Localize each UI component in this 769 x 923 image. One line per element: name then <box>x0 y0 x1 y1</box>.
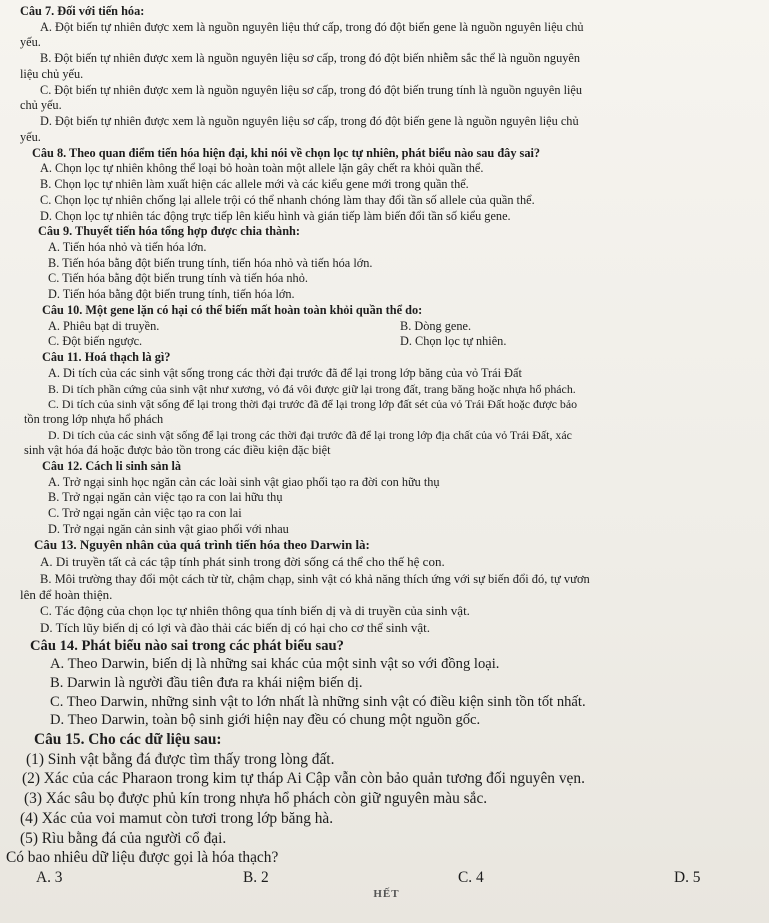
question-12-title: Câu 12. Cách li sinh sản là <box>42 458 182 473</box>
q15-item-5: (5) Rìu bằng đá của người cổ đại. <box>20 829 227 847</box>
q7-option-d-cont: yếu. <box>20 129 41 144</box>
q10-options-row-1 <box>20 319 753 335</box>
q10-option-a: A. Phiêu bạt di truyền. <box>48 318 160 333</box>
q11-option-d: D. Di tích của các sinh vật sống để lại trong các thời đại trước đã để lại trong lớp địa chất của vỏ Trái Đất, xác <box>48 427 572 442</box>
question-13-title: Câu 13. Nguyên nhân của quá trình tiến hóa theo Darwin là: <box>34 537 370 553</box>
q15-item-3: (3) Xác sâu bọ được phủ kín trong nhựa hổ phách còn giữ nguyên màu sắc. <box>24 790 488 808</box>
q15-option-b: B. 2 <box>243 868 269 886</box>
question-7 <box>20 4 753 146</box>
q15-option-c: C. 4 <box>458 868 484 886</box>
question-14 <box>20 637 753 730</box>
q14-option-b: B. Darwin là người đầu tiên đưa ra khái niệm biến dị. <box>50 674 363 691</box>
q7-option-d: D. Đột biến tự nhiên được xem là nguồn nguyên liệu sơ cấp, trong đó đột biến gene là nguồn nguyên liệu chủ <box>40 114 579 129</box>
question-12 <box>20 459 753 538</box>
q15-item-1: (1) Sinh vật bằng đá được tìm thấy trong lòng đất. <box>26 750 335 768</box>
question-8 <box>20 146 753 225</box>
q13-option-a: A. Di truyền tất cả các tập tính phát sinh trong đời sống cá thể cho thế hệ con. <box>40 554 445 570</box>
question-10 <box>20 303 753 350</box>
q7-option-a-cont: yếu. <box>20 35 41 50</box>
q8-option-b: B. Chọn lọc tự nhiên làm xuất hiện các allele mới và các kiểu gene mới trong quần thể. <box>40 177 469 192</box>
q9-option-a: A. Tiến hóa nhỏ và tiến hóa lớn. <box>48 240 207 255</box>
q14-option-c: C. Theo Darwin, những sinh vật to lớn nhất là những sinh vật có điều kiện sinh tồn tốt nhất. <box>50 693 586 710</box>
question-11 <box>20 350 753 459</box>
question-9 <box>20 224 753 303</box>
q7-option-a: A. Đột biến tự nhiên được xem là nguồn nguyên liệu thứ cấp, trong đó đột biến gene là nguồn nguyên liệu chủ <box>40 19 584 34</box>
q12-option-c: C. Trở ngại ngăn cản việc tạo ra con lai <box>48 506 242 520</box>
q9-option-c: C. Tiến hóa bằng đột biến trung tính và tiến hóa nhỏ. <box>48 271 308 286</box>
q8-option-d: D. Chọn lọc tự nhiên tác động trực tiếp lên kiểu hình và gián tiếp làm biến đổi tần số kiểu gene. <box>40 208 511 223</box>
question-8-title: Câu 8. Theo quan điểm tiến hóa hiện đại, khi nói về chọn lọc tự nhiên, phát biểu nào sau đây sai? <box>32 145 541 160</box>
q11-option-d-cont: sinh vật hóa đá hoặc được bảo tồn trong các điều kiện đặc biệt <box>24 443 331 458</box>
q8-option-a: A. Chọn lọc tự nhiên không thể loại bỏ hoàn toàn một allele lặn gây chết ra khỏi quần thể. <box>40 161 484 176</box>
q12-option-a: A. Trở ngại sinh học ngăn cản các loài sinh vật giao phối tạo ra đời con hữu thụ <box>48 474 440 489</box>
q9-option-d: D. Tiến hóa bằng đột biến trung tính, tiến hóa lớn. <box>48 287 295 302</box>
q14-option-a: A. Theo Darwin, biến dị là những sai khác của một sinh vật so với đồng loại. <box>50 656 500 673</box>
q11-option-b: B. Di tích phần cứng của sinh vật như xương, vỏ đá vôi được giữ lại trong đất, trang băng hoặc nhựa hổ phách. <box>48 381 576 396</box>
q13-option-b: B. Môi trường thay đổi một cách từ từ, chậm chạp, sinh vật có khả năng thích ứng với sự biến đổi đó, tự vươn <box>40 571 590 586</box>
q8-option-c: C. Chọn lọc tự nhiên chống lại allele trội có thể nhanh chóng làm thay đổi tần số allele của quần thể. <box>40 192 535 207</box>
q10-option-b: B. Dòng gene. <box>400 318 472 333</box>
q15-question: Có bao nhiêu dữ liệu được gọi là hóa thạch? <box>6 849 279 867</box>
q13-option-c: C. Tác động của chọn lọc tự nhiên thông qua tính biến dị và di truyền của sinh vật. <box>40 603 470 619</box>
q15-option-d: D. 5 <box>674 868 701 886</box>
q11-option-c: C. Di tích của sinh vật sống để lại trong thời đại trước đã để lại trong lớp đất sét của vỏ Trái Đất hoặc được bảo <box>48 396 578 411</box>
q7-option-c: C. Đột biến tự nhiên được xem là nguồn nguyên liệu sơ cấp, trong đó đột biến trung tính là nguồn nguyên liệu <box>40 82 583 97</box>
q12-option-d: D. Trở ngại ngăn cản sinh vật giao phối với nhau <box>48 521 289 536</box>
q10-option-d: D. Chọn lọc tự nhiên. <box>400 334 507 349</box>
question-10-title: Câu 10. Một gene lặn có hại có thể biến mất hoàn toàn khỏi quần thể do: <box>42 302 423 317</box>
q11-option-c-cont: tồn trong lớp nhựa hổ phách <box>24 412 164 427</box>
question-13 <box>20 537 753 636</box>
q15-options-row <box>20 868 753 888</box>
question-14-title: Câu 14. Phát biểu nào sai trong các phát biểu sau? <box>30 637 344 654</box>
q12-option-b: B. Trở ngại ngăn cản việc tạo ra con lai hữu thụ <box>48 490 283 505</box>
question-15 <box>6 730 753 900</box>
question-9-title: Câu 9. Thuyết tiến hóa tổng hợp được chia thành: <box>38 224 300 239</box>
q13-option-b-cont: lên để hoàn thiện. <box>20 586 113 602</box>
q7-option-c-cont: chủ yếu. <box>20 98 62 113</box>
q15-item-2: (2) Xác của các Pharaon trong kim tự tháp Ai Cập vẫn còn bảo quản tương đối nguyên vẹn. <box>22 770 585 788</box>
question-15-title: Câu 15. Cho các dữ liệu sau: <box>34 730 222 748</box>
question-7-title: Câu 7. Đối với tiến hóa: <box>20 4 145 18</box>
q7-option-b-cont: liệu chủ yếu. <box>20 66 84 81</box>
q10-option-c: C. Đột biến ngược. <box>48 334 143 349</box>
q11-option-a: A. Di tích của các sinh vật sống trong các thời đại trước đã để lại trong lớp băng của vỏ Trái Đất <box>48 365 522 380</box>
question-11-title: Câu 11. Hoá thạch là gì? <box>42 350 171 365</box>
q7-option-b: B. Đột biến tự nhiên được xem là nguồn nguyên liệu sơ cấp, trong đó đột biến nhiễm sắc thể là nguồn nguyên <box>40 51 580 66</box>
q10-options-row-2 <box>20 334 753 350</box>
q13-option-d: D. Tích lũy biến dị có lợi và đào thải các biến dị có hại cho cơ thể sinh vật. <box>40 619 431 635</box>
q9-option-b: B. Tiến hóa bằng đột biến trung tính, tiến hóa nhỏ và tiến hóa lớn. <box>48 255 373 270</box>
q15-option-a: A. 3 <box>36 868 63 886</box>
q15-item-4: (4) Xác của voi mamut còn tươi trong lớp băng hà. <box>20 809 334 827</box>
q14-option-d: D. Theo Darwin, toàn bộ sinh giới hiện nay đều có chung một nguồn gốc. <box>50 712 481 729</box>
end-marker: HẾT <box>373 887 400 900</box>
